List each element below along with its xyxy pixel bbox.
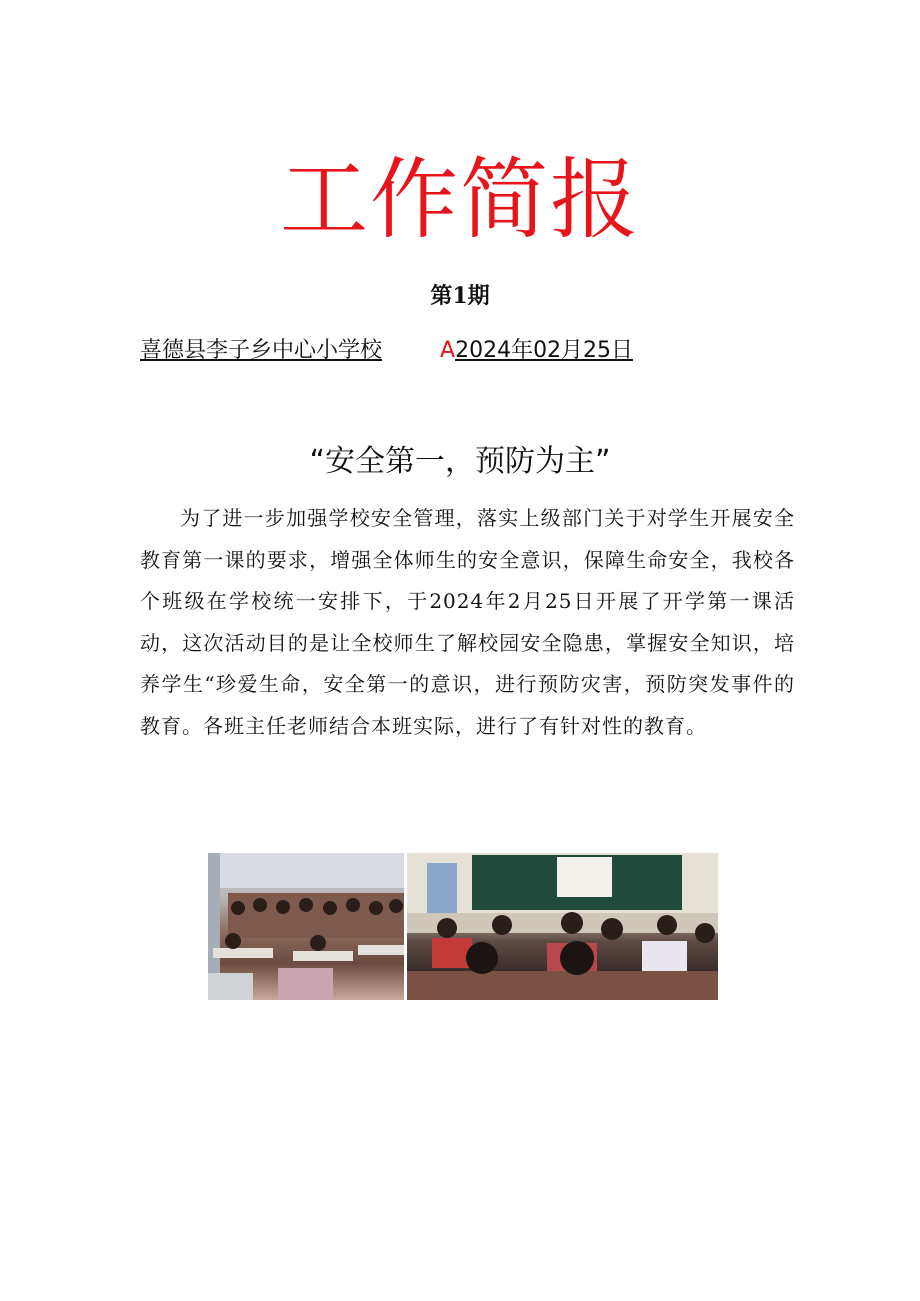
header-line: [140, 336, 780, 366]
headline: “安全第一，预防为主”: [309, 444, 611, 479]
photo-strip: [208, 853, 718, 1000]
issue-number: 第1期: [430, 283, 490, 309]
classroom-photo-right: [407, 853, 718, 1000]
date-prefix: A: [440, 338, 456, 363]
classroom-photo-left-image: [208, 853, 404, 1000]
report-date: 2024年02月25日: [455, 338, 634, 363]
body-paragraph: 为了进一步加强学校安全管理，落实上级部门关于对学生开展安全教育第一课的要求，增强全体师生的安全意识，保障生命安全，我校各个班级在学校统一安排下，于2024年2月25日开展了开学第一课活动，这次活动目的是让全校师生了解校园安全隐患，掌握安全知识，培养学生“珍爱生命，安全第一的意识，进行预防灾害，预防突发事件的教育。各班主任老师结合本班实际，进行了有针对性的教育。: [140, 506, 795, 738]
date-wrap: [440, 338, 633, 363]
classroom-photo-right-image: [407, 853, 718, 1000]
school-name: 喜德县李子乡中心小学校: [140, 338, 383, 363]
classroom-photo-left: [208, 853, 404, 1000]
report-title: 工作简报: [279, 148, 640, 251]
